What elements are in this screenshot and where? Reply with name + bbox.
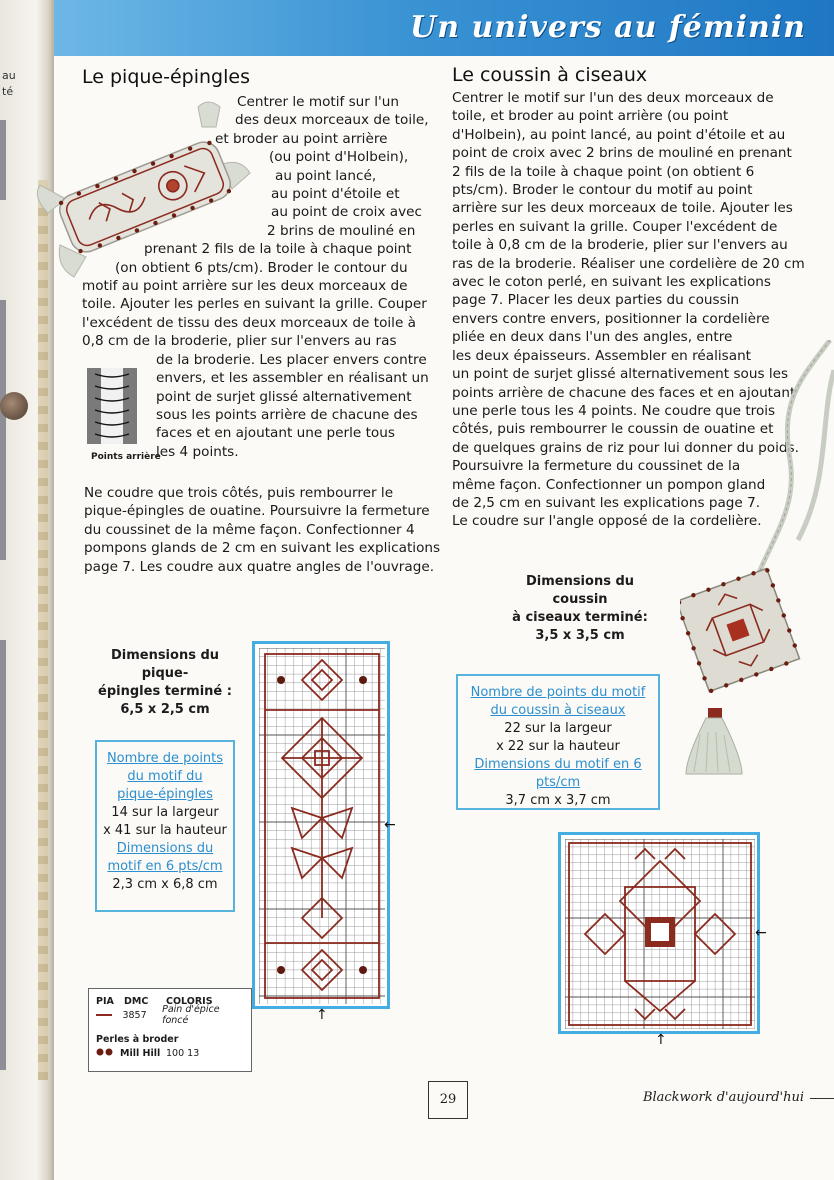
pique-line: prenant 2 fils de la toile à chaque point xyxy=(144,241,412,258)
pique-line: pompons glands de 2 cm en suivant les explications xyxy=(84,540,441,557)
pique-stitch-chart xyxy=(259,648,385,1004)
pique-motif-size-label: Dimensions du xyxy=(116,841,214,856)
coussin-dims-line: à ciseaux terminé: xyxy=(512,610,648,625)
pique-line: de la broderie. Les placer envers contre xyxy=(156,351,427,368)
spine-text-2: té xyxy=(2,85,14,98)
pique-chart-frame xyxy=(252,641,390,1009)
bead-marker xyxy=(359,676,367,684)
spine-blue-bar-bottom xyxy=(0,640,6,1070)
coussin-motif-size-label: Dimensions du motif en 6 xyxy=(474,757,642,772)
pique-line: et broder au point arrière xyxy=(215,130,388,147)
coussin-ciseaux-photo xyxy=(680,340,834,780)
coussin-line: de quelques grains de riz pour lui donner du poids. xyxy=(452,439,799,456)
legend-dmc-header: DMC xyxy=(124,995,149,1007)
pique-stitch-count-label: du motif du xyxy=(127,769,203,784)
coussin-line: point de croix avec 2 brins de mouliné en prenant xyxy=(452,145,792,162)
coussin-line: pts/cm). Broder le contour du motif au point xyxy=(452,182,753,199)
pique-line: au point lancé, xyxy=(275,167,377,184)
coussin-line: avec le coton perlé, en suivant les explications xyxy=(452,274,771,291)
coussin-line: une perle tous les 4 points. Ne coudre que trois xyxy=(452,402,776,419)
coussin-line: toile à 0,8 cm de la broderie, plier sur l'envers au xyxy=(452,237,788,254)
rope-image xyxy=(38,180,48,1080)
coussin-line: page 7. Placer les deux parties du coussin xyxy=(452,292,740,309)
pique-motif-size-label: motif en 6 pts/cm xyxy=(107,859,223,874)
coussin-line: points arrière de chacune des faces et en ajoutant xyxy=(452,384,796,401)
coussin-info-box xyxy=(456,674,660,810)
coussin-line: Poursuivre la fermeture du coussinet de la xyxy=(452,458,741,475)
motif-top-flower xyxy=(302,660,342,700)
pique-line: les 4 points. xyxy=(156,443,239,460)
bead-marker xyxy=(277,676,285,684)
pique-line: au point de croix avec xyxy=(271,204,423,221)
bead-icon xyxy=(96,1048,120,1059)
coussin-stitch-count-value: x 22 sur la hauteur xyxy=(496,739,620,754)
pique-center-arrow-right: ← xyxy=(384,817,396,833)
pique-line: motif au point arrière sur les deux morceaux de xyxy=(82,278,408,295)
bead-marker xyxy=(359,966,367,974)
pique-stitch-count-label: pique-épingles xyxy=(117,787,213,802)
pique-info-box xyxy=(95,740,235,912)
legend-beads-title: Perles à broder xyxy=(96,1033,179,1045)
pique-line: Centrer le motif sur l'un xyxy=(237,94,399,110)
pique-title: Le pique-épingles xyxy=(82,66,250,88)
page-number: 29 xyxy=(428,1081,468,1119)
coussin-dims-line: 3,5 x 3,5 cm xyxy=(535,628,625,643)
coussin-line: un point de surjet glissé alternativement sous les xyxy=(452,366,789,383)
pique-line: 0,8 cm de la broderie, plier sur l'envers au ras xyxy=(82,333,397,350)
tassel-knot-image xyxy=(0,392,28,420)
pique-line: des deux morceaux de toile, xyxy=(235,112,429,129)
pique-dimensions xyxy=(86,647,244,719)
pique-dims-line: 6,5 x 2,5 cm xyxy=(120,702,210,717)
points-arriere-diagram xyxy=(87,368,141,444)
pique-paragraph-2 xyxy=(84,484,441,576)
legend-color-name: Pain d'épice foncé xyxy=(162,1004,220,1026)
header-title: Un univers au féminin xyxy=(410,10,806,45)
points-arriere-caption: Points arrière xyxy=(91,452,161,462)
coussin-center-arrow-bottom: ↑ xyxy=(655,1032,667,1048)
coussin-stitch-chart xyxy=(565,839,755,1029)
bead-marker xyxy=(277,966,285,974)
spine-blue-bar-top xyxy=(0,120,6,200)
pique-line: point de surjet glissé alternativement xyxy=(156,388,412,405)
pique-line: envers, et les assembler en réalisant un xyxy=(156,370,429,387)
pique-stitch-count-value: 14 sur la largeur xyxy=(111,805,219,820)
coussin-line: d'Holbein), au point lancé, au point d'étoile et au xyxy=(452,126,786,143)
pique-dims-line: Dimensions du pique- xyxy=(110,648,220,681)
coussin-dims-line: Dimensions du coussin xyxy=(525,574,635,607)
coussin-line: perles en suivant la grille. Couper l'excédent de xyxy=(452,218,778,235)
coussin-stitch-count-value: 22 sur la largeur xyxy=(504,721,612,736)
pique-stitch-count-value: x 41 sur la hauteur xyxy=(103,823,227,838)
coussin-line: les deux épaisseurs. Assembler en réalisant xyxy=(452,347,752,364)
coussin-center-arrow-right: ← xyxy=(755,925,767,941)
coussin-motif-size-value: 3,7 cm x 3,7 cm xyxy=(505,793,611,808)
pique-line: toile. Ajouter les perles en suivant la grille. Couper xyxy=(82,296,427,313)
pique-line: au point d'étoile et xyxy=(271,186,400,203)
coussin-line: de 2,5 cm en suivant les explications page 7. xyxy=(452,494,761,511)
coussin-chart-frame xyxy=(558,832,760,1034)
pique-motif-size-value: 2,3 cm x 6,8 cm xyxy=(112,877,218,892)
pique-line: 2 brins de mouliné en xyxy=(267,222,416,239)
pique-line: sous les points arrière de chacune des xyxy=(156,406,418,423)
coussin-line: côtés, puis rembourrer le coussin de ouatine et xyxy=(452,421,774,438)
legend-pia-header: PIA xyxy=(96,995,114,1007)
legend-thread-swatch xyxy=(96,1014,122,1016)
pique-line: Ne coudre que trois côtés, puis rembourrer le xyxy=(84,485,394,501)
coussin-stitch-count-label: du coussin à ciseaux xyxy=(490,703,626,718)
legend-coloris-header: COLORIS xyxy=(166,995,213,1007)
pique-center-arrow-bottom: ↑ xyxy=(316,1007,328,1023)
color-legend xyxy=(88,988,252,1072)
coussin-dimensions xyxy=(500,573,660,645)
coussin-line: toile, et broder au point arrière (ou point xyxy=(452,108,729,125)
pique-line: pique-épingles de ouatine. Poursuivre la fermeture xyxy=(84,503,430,520)
coussin-line: arrière sur les deux morceaux de toile. Ajouter les xyxy=(452,200,793,217)
legend-thread-row xyxy=(96,1004,244,1026)
motif-stem-leaves xyxy=(292,798,352,938)
magazine-name: Blackwork d'aujourd'hui xyxy=(642,1090,804,1105)
pique-dims-line: épingles terminé : xyxy=(98,684,232,699)
legend-beads-brand: Mill Hill xyxy=(120,1047,161,1059)
coussin-line: Le coudre sur l'angle opposé de la cordelière. xyxy=(452,513,762,530)
motif-center-hole xyxy=(651,923,669,941)
coussin-line: pliée en deux dans l'un des angles, entre xyxy=(452,329,733,346)
coussin-motif-size-label: pts/cm xyxy=(535,775,581,790)
coussin-line: Centrer le motif sur l'un des deux morceaux de xyxy=(452,90,774,106)
pique-motif xyxy=(265,654,379,998)
coussin-line: envers contre envers, positionner la cordelière xyxy=(452,310,770,327)
coussin-center xyxy=(645,917,675,947)
coussin-line: ras de la broderie. Réaliser une cordelière de 20 cm xyxy=(452,255,805,272)
spine-text-1: au xyxy=(2,69,16,82)
legend-beads-ref: 100 13 xyxy=(166,1047,200,1059)
pique-line: du coussinet de la même façon. Confectionner 4 xyxy=(84,521,415,538)
header-band xyxy=(54,0,834,56)
legend-dmc-number: 3857 xyxy=(122,1009,147,1021)
pique-line: (on obtient 6 pts/cm). Broder le contour du xyxy=(115,259,408,276)
coussin-stitch-count-label: Nombre de points du motif xyxy=(470,685,646,700)
coussin-title: Le coussin à ciseaux xyxy=(452,64,648,86)
pique-line: page 7. Les coudre aux quatre angles de l'ouvrage. xyxy=(84,558,435,575)
pique-line: (ou point d'Holbein), xyxy=(269,149,409,166)
coussin-line: même façon. Confectionner un pompon gland xyxy=(452,476,766,493)
pique-line: faces et en ajoutant une perle tous xyxy=(156,425,395,442)
coussin-line: 2 fils de la toile à chaque point (on obtient 6 xyxy=(452,163,755,180)
legend-beads-row xyxy=(96,1046,244,1060)
footer-rule xyxy=(810,1098,834,1099)
pique-line: l'excédent de tissu des deux morceaux de toile à xyxy=(82,314,416,331)
spine-blue-bar-middle xyxy=(0,300,6,560)
pique-stitch-count-label: Nombre de points xyxy=(106,751,224,766)
